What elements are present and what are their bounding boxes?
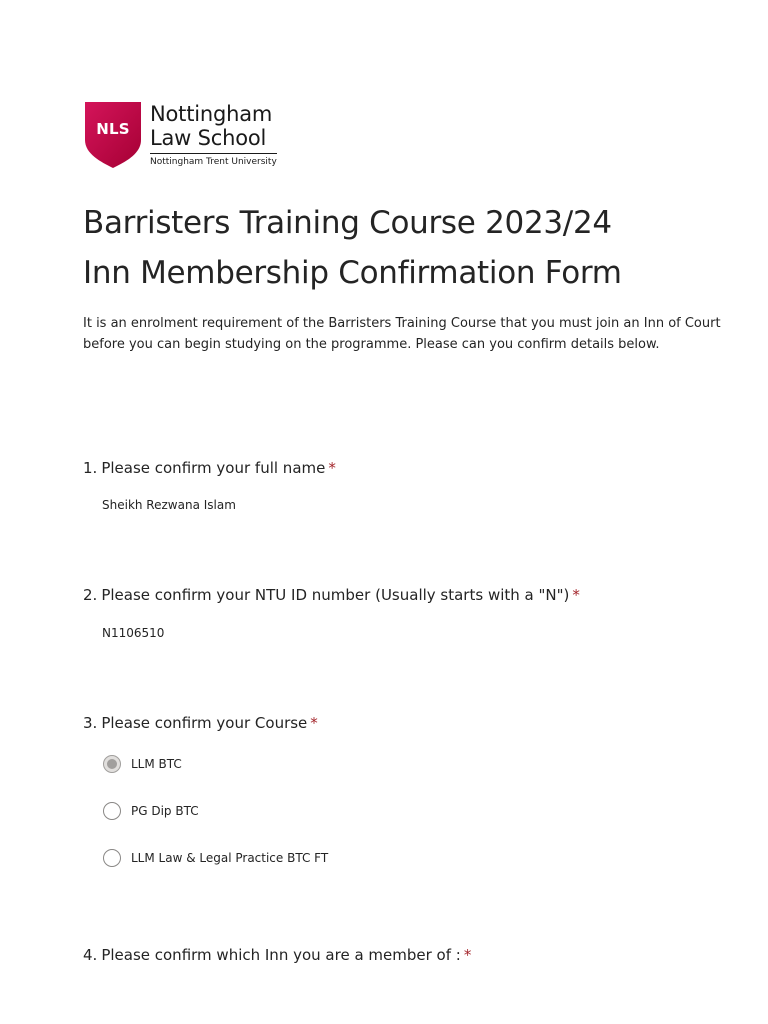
required-marker: *: [328, 459, 336, 477]
nls-logo: [85, 102, 277, 168]
radio-button[interactable]: [103, 849, 121, 867]
course-option-pg-dip-btc[interactable]: [103, 802, 199, 820]
question-ntu-id: [83, 584, 723, 642]
question-text: Please confirm which Inn you are a member of :: [101, 946, 461, 964]
logo-wordmark: [150, 102, 277, 168]
question-number: 4.: [83, 946, 98, 964]
question-label: [83, 944, 723, 966]
question-text: Please confirm your full name: [101, 459, 326, 477]
form-title-line-2: Inn Membership Confirmation Form: [83, 255, 622, 291]
question-number: 2.: [83, 586, 98, 604]
full-name-answer[interactable]: Sheikh Rezwana Islam: [102, 498, 236, 512]
question-label: [83, 712, 723, 734]
question-label: [83, 457, 723, 479]
question-text: Please confirm your Course: [101, 714, 308, 732]
logo-subline: Nottingham Trent University: [150, 153, 277, 168]
question-inn-membership: [83, 944, 723, 966]
question-text: Please confirm your NTU ID number (Usually starts with a "N"): [101, 586, 570, 604]
logo-badge-text: NLS: [96, 120, 130, 138]
question-number: 3.: [83, 714, 98, 732]
logo-line-1: Nottingham: [150, 102, 273, 126]
course-option-llm-law-legal-practice[interactable]: [103, 849, 328, 867]
nls-shield-icon: [85, 102, 141, 168]
question-number: 1.: [83, 459, 98, 477]
question-label: [83, 584, 723, 606]
question-course: [83, 712, 723, 882]
radio-button[interactable]: [103, 802, 121, 820]
required-marker: *: [310, 714, 318, 732]
option-label: LLM Law & Legal Practice BTC FT: [131, 851, 329, 865]
required-marker: *: [463, 946, 472, 964]
radio-button-selected[interactable]: [103, 755, 121, 773]
question-full-name: [83, 457, 723, 514]
option-label: LLM BTC: [131, 757, 182, 771]
option-label: PG Dip BTC: [131, 804, 199, 818]
logo-line-2: Law School: [150, 126, 267, 150]
ntu-id-answer[interactable]: N1106510: [102, 626, 165, 640]
form-title-line-1: Barristers Training Course 2023/24: [83, 205, 612, 241]
form-title: [83, 198, 723, 298]
required-marker: *: [572, 586, 580, 604]
course-option-llm-btc[interactable]: [103, 755, 182, 773]
form-description: It is an enrolment requirement of the Barristers Training Course that you must join an Inn of Court before you can begin studying on the programme. Please can you confirm details below.: [83, 316, 721, 352]
